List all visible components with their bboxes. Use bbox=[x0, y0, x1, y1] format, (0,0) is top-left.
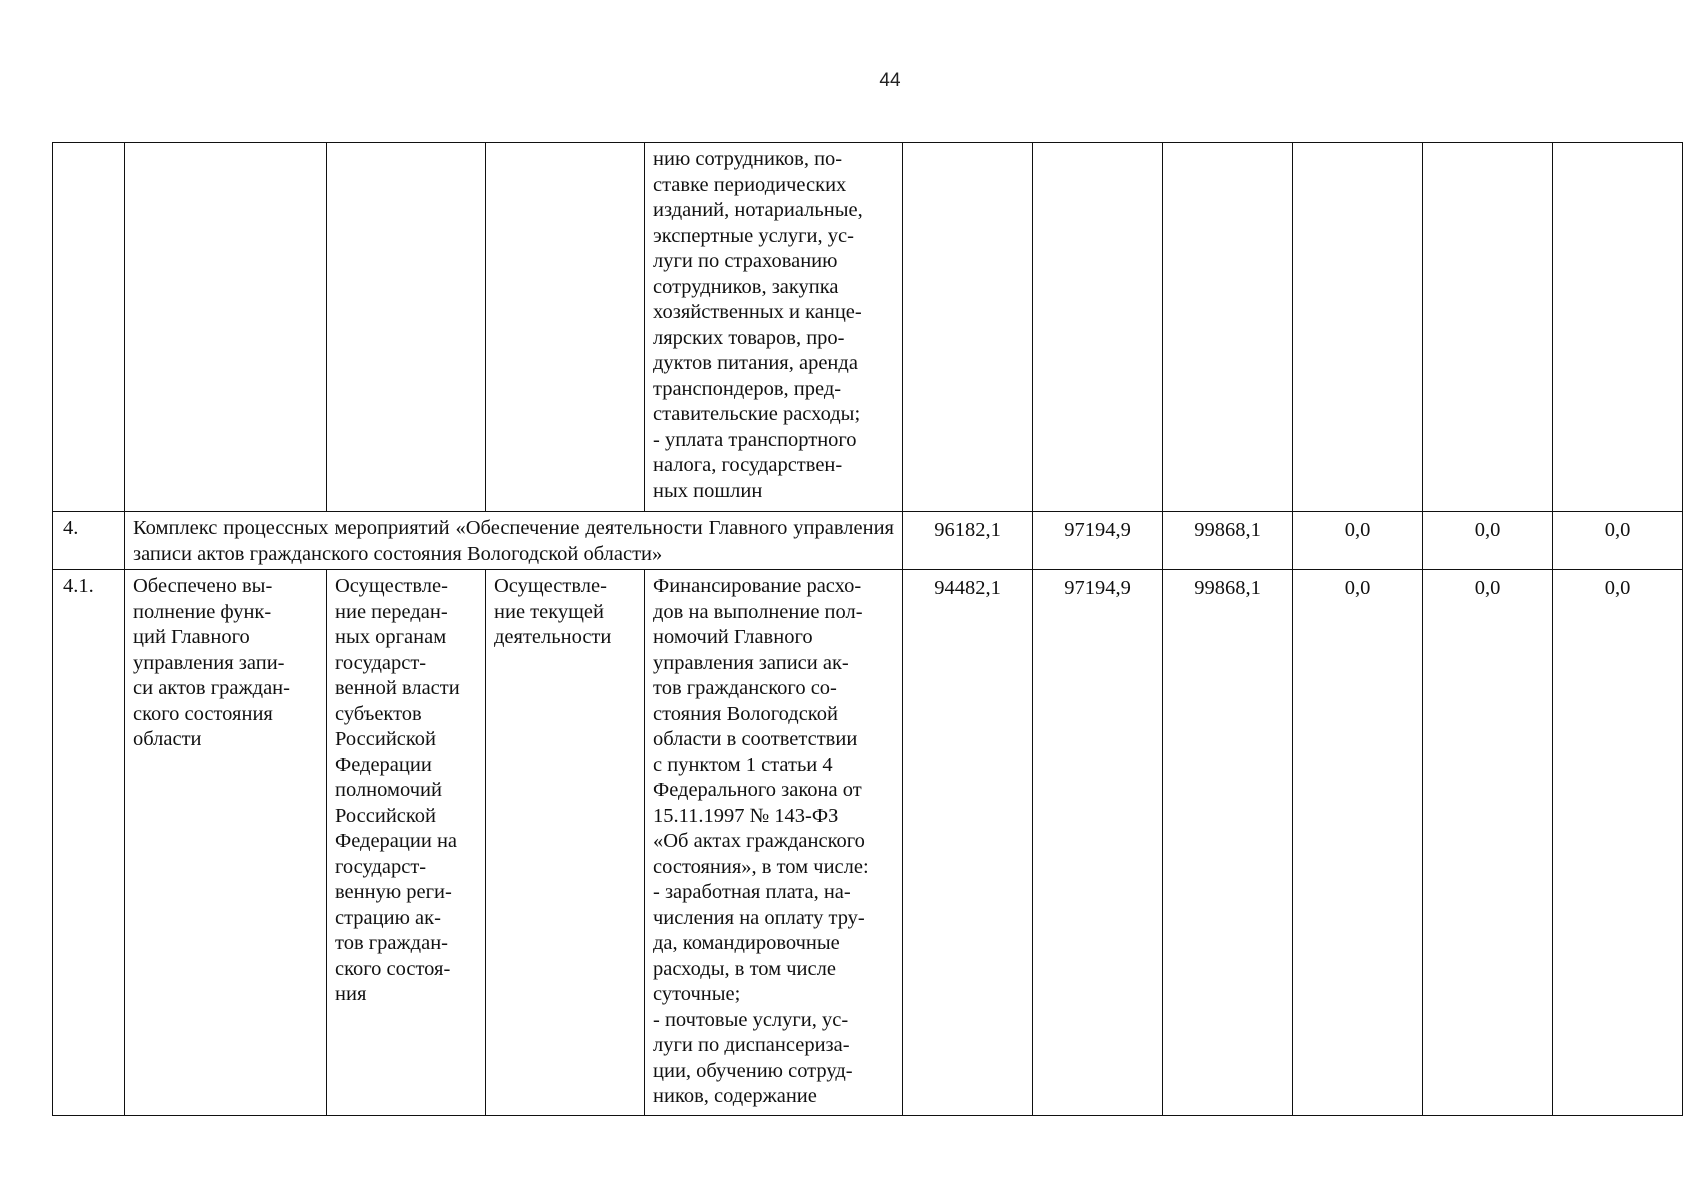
value-cell: 0,0 bbox=[1293, 570, 1423, 1116]
cell-empty bbox=[1293, 143, 1423, 512]
result-cell: Обеспечено вы- полнение функ- ций Главного управления запи- си актов граждан- ского состояния области bbox=[125, 570, 327, 1116]
cell-empty bbox=[1553, 143, 1683, 512]
value-cell: 94482,1 bbox=[903, 570, 1033, 1116]
row-index: 4.1. bbox=[53, 570, 125, 1116]
cell-empty bbox=[1163, 143, 1293, 512]
value-cell: 96182,1 bbox=[903, 512, 1033, 570]
type-cell: Осуществле- ние текущей деятельности bbox=[486, 570, 645, 1116]
cell-empty bbox=[903, 143, 1033, 512]
row-index: 4. bbox=[53, 512, 125, 570]
value-cell: 0,0 bbox=[1423, 512, 1553, 570]
value-cell: 0,0 bbox=[1293, 512, 1423, 570]
value-cell: 99868,1 bbox=[1163, 512, 1293, 570]
value-cell: 97194,9 bbox=[1033, 570, 1163, 1116]
cell-empty bbox=[1033, 143, 1163, 512]
value-cell: 0,0 bbox=[1553, 512, 1683, 570]
cell-empty bbox=[53, 143, 125, 512]
cell-measure-description: нию сотрудников, по- ставке периодических изданий, нотариальные, экспертные услуги, ус- луги по страхованию сотрудников, закупка хозяйственных и канце- лярских товаров, про- дуктов питания, аренда транспондеров, пред- ставительские расходы; - уплата транспортного налога, государствен- ных пошлин bbox=[645, 143, 903, 512]
complex-title: Комплекс процессных мероприятий «Обеспечение деятельности Главного управления записи актов гражданского состояния Вологодской области» bbox=[125, 512, 903, 570]
table-row-continuation bbox=[53, 143, 1683, 512]
page-number: 44 bbox=[879, 70, 901, 91]
value-cell: 0,0 bbox=[1553, 570, 1683, 1116]
event-cell: Осуществле- ние передан- ных органам государст- венной власти субъектов Российской Федерации полномочий Российской Федерации на государст- венную реги- страцию ак- тов граждан- ского состоя- ния bbox=[327, 570, 486, 1116]
cell-empty bbox=[486, 143, 645, 512]
description-cell: Финансирование расхо- дов на выполнение пол- номочий Главного управления записи ак- тов гражданского со- стояния Вологодской области в соответствии с пунктом 1 статьи 4 Федерального закона от 15.11.1997 № 143-ФЗ «Об актах гражданского состояния», в том числе: - заработная плата, на- числения на оплату тру- да, командировочные расходы, в том числе суточные; - почтовые услуги, ус- луги по диспансериза- ции, обучению сотруд- ников, содержание bbox=[645, 570, 903, 1116]
cell-empty bbox=[1423, 143, 1553, 512]
table-row-4 bbox=[53, 512, 1683, 570]
cell-empty bbox=[125, 143, 327, 512]
value-cell: 99868,1 bbox=[1163, 570, 1293, 1116]
value-cell: 0,0 bbox=[1423, 570, 1553, 1116]
table-row-4-1 bbox=[53, 570, 1683, 1116]
budget-table bbox=[52, 142, 1683, 1116]
cell-empty bbox=[327, 143, 486, 512]
value-cell: 97194,9 bbox=[1033, 512, 1163, 570]
